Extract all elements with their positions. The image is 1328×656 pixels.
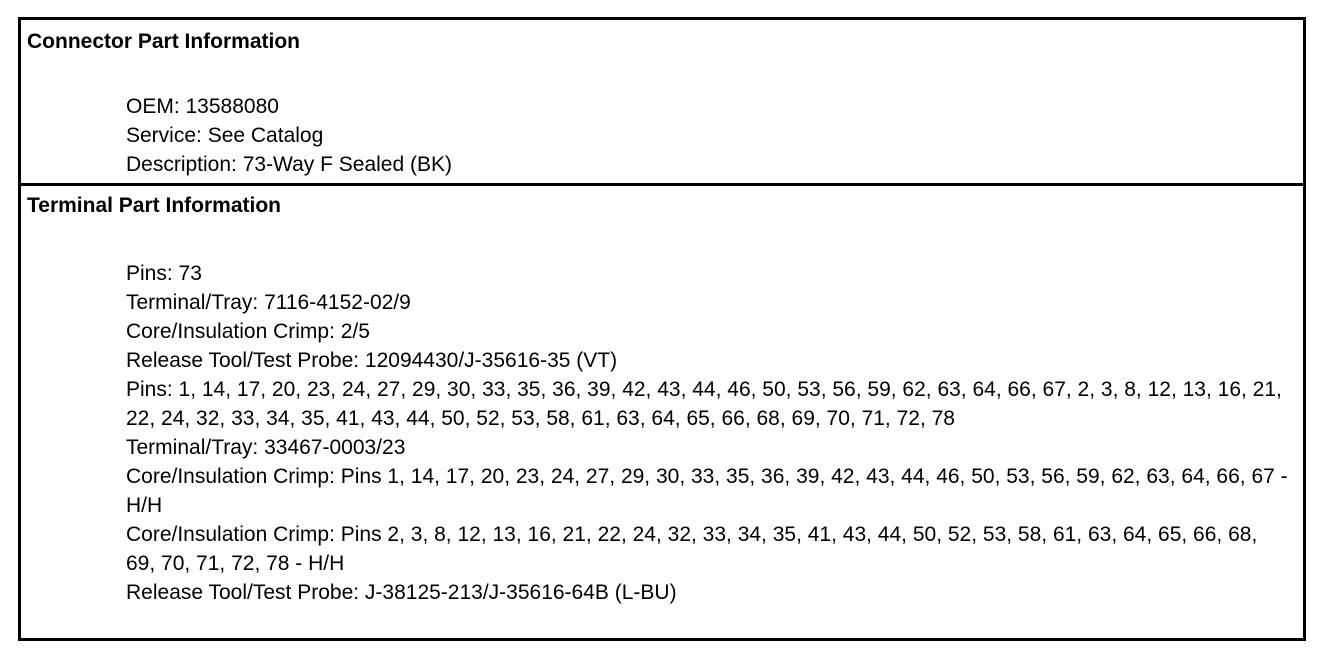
core-insulation-crimp-line: Core/Insulation Crimp: 2/5	[126, 320, 370, 343]
part-information-table	[18, 17, 1306, 641]
oem-line: OEM: 13588080	[126, 95, 279, 118]
terminal-section-title: Terminal Part Information	[27, 194, 281, 217]
terminal-tray-line-2: Terminal/Tray: 33467-0003/23	[126, 436, 406, 459]
connector-part-section	[21, 20, 1303, 186]
pins-count-line: Pins: 73	[126, 262, 202, 285]
terminal-tray-line: Terminal/Tray: 7116-4152-02/9	[126, 291, 411, 314]
core-insulation-crimp-line-3: Core/Insulation Crimp: Pins 2, 3, 8, 12, 13, 16, 21, 22, 24, 32, 33, 34, 35, 41, 43, 44, 50, 52, 53, 58, 61, 63, 64, 65, 66, 68, 69, 70, 71, 72, 78 - H/H	[126, 523, 1258, 575]
release-tool-line-2: Release Tool/Test Probe: J-38125-213/J-35616-64B (L-BU)	[126, 581, 677, 604]
terminal-part-section	[21, 186, 1303, 638]
core-insulation-crimp-line-2: Core/Insulation Crimp: Pins 1, 14, 17, 20, 23, 24, 27, 29, 30, 33, 35, 36, 39, 42, 43, 44, 46, 50, 53, 56, 59, 62, 63, 64, 66, 67 - H/H	[126, 465, 1288, 517]
description-line: Description: 73-Way F Sealed (BK)	[126, 153, 453, 176]
service-line: Service: See Catalog	[126, 124, 324, 147]
connector-info-list	[126, 92, 1291, 179]
release-tool-line: Release Tool/Test Probe: 12094430/J-35616-35 (VT)	[126, 349, 618, 372]
pins-list-line: Pins: 1, 14, 17, 20, 23, 24, 27, 29, 30, 33, 35, 36, 39, 42, 43, 44, 46, 50, 53, 56, 59, 62, 63, 64, 66, 67, 2, 3, 8, 12, 13, 16, 21, 22, 24, 32, 33, 34, 35, 41, 43, 44, 50, 52, 53, 58, 61, 63, 64, 65, 66, 68, 69, 70, 71, 72, 78	[126, 378, 1282, 430]
connector-section-title: Connector Part Information	[27, 30, 301, 53]
terminal-info-list	[126, 259, 1291, 607]
